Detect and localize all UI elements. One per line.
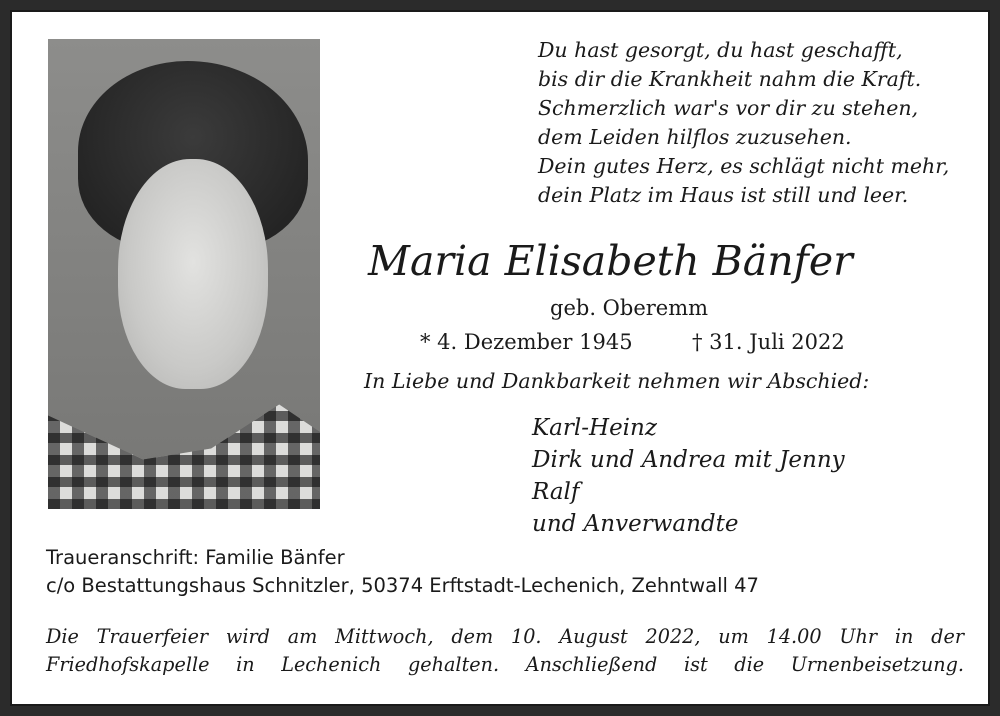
portrait-photo xyxy=(48,39,320,509)
mourners-list xyxy=(532,412,845,540)
farewell-text: In Liebe und Dankbarkeit nehmen wir Abschied: xyxy=(364,369,870,393)
death-date: † 31. Juli 2022 xyxy=(692,330,845,354)
poem-line: dein Platz im Haus ist still und leer. xyxy=(538,183,909,207)
mourner: Dirk und Andrea mit Jenny xyxy=(532,447,845,473)
portrait-collar-pattern xyxy=(48,399,320,509)
life-dates xyxy=(420,327,845,357)
poem-line: Du hast gesorgt, du hast geschafft, xyxy=(538,38,903,62)
address-line: c/o Bestattungshaus Schnitzler, 50374 Erftstadt-Lechenich, Zehntwall 47 xyxy=(46,574,759,597)
address-line: Traueranschrift: Familie Bänfer xyxy=(46,546,345,569)
poem-line: bis dir die Krankheit nahm die Kraft. xyxy=(538,67,922,91)
poem-line: Schmerzlich war's vor dir zu stehen, xyxy=(538,96,919,120)
mourning-address xyxy=(46,544,759,600)
funeral-service-info xyxy=(46,623,964,679)
maiden-name: geb. Oberemm xyxy=(550,296,709,320)
poem-line: dem Leiden hilflos zuzusehen. xyxy=(538,125,852,149)
portrait-face xyxy=(118,159,268,389)
mourner: Ralf xyxy=(532,479,580,505)
mourner: und Anverwandte xyxy=(532,511,739,537)
obituary-card xyxy=(10,10,990,706)
poem xyxy=(538,36,949,210)
service-line: Die Trauerfeier wird am Mittwoch, dem 10. August 2022, um 14.00 Uhr in der xyxy=(46,625,964,648)
birth-date: * 4. Dezember 1945 xyxy=(420,330,633,354)
service-line: Friedhofskapelle in Lechenich gehalten. Anschließend ist die Urnenbeisetzung. xyxy=(46,653,964,676)
deceased-name: Maria Elisabeth Bänfer xyxy=(368,237,853,285)
mourner: Karl-Heinz xyxy=(532,415,657,441)
poem-line: Dein gutes Herz, es schlägt nicht mehr, xyxy=(538,154,950,178)
